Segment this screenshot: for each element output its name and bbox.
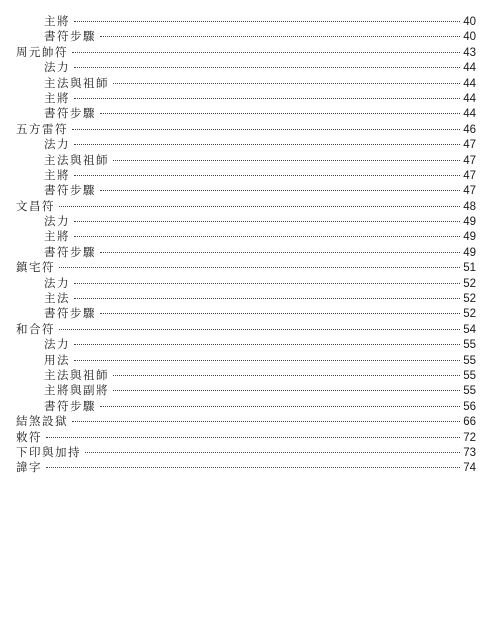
- toc-entry: [16, 322, 476, 337]
- dot-leader: [113, 375, 460, 376]
- toc-entry-page-number: 52: [463, 308, 476, 321]
- dot-leader: [100, 252, 460, 253]
- toc-entry-title: 書符步驟: [44, 183, 96, 198]
- toc-entry-title: 主將: [44, 14, 70, 28]
- toc-entry-page-number: 47: [463, 169, 476, 182]
- toc-entry-title: 書符步驟: [44, 398, 96, 413]
- dot-leader: [72, 129, 460, 130]
- toc-entry-title: 主將: [44, 229, 70, 244]
- toc-entry-title: 書符步驟: [44, 244, 96, 259]
- toc-entry: [16, 445, 476, 460]
- toc-entry: [16, 14, 476, 29]
- toc-entry-page-number: 55: [463, 354, 476, 367]
- toc-entry-page-number: 51: [463, 262, 476, 275]
- toc-entry-page-number: 72: [463, 431, 476, 444]
- toc-entry-page-number: 52: [463, 293, 476, 306]
- toc-entry: [16, 260, 476, 275]
- toc-entry-page-number: 55: [463, 339, 476, 352]
- toc-entry-page-number: 44: [463, 108, 476, 121]
- toc-entry-title: 主將與副將: [44, 383, 109, 398]
- dot-leader: [74, 98, 460, 99]
- toc-entry-page-number: 49: [463, 216, 476, 229]
- toc-entry-title: 書符步驟: [44, 306, 96, 321]
- toc-entry-page-number: 40: [463, 31, 476, 44]
- toc-entry-title: 諱字: [16, 460, 42, 475]
- toc-entry-page-number: 44: [463, 62, 476, 75]
- dot-leader: [59, 329, 460, 330]
- toc-entry-title: 書符步驟: [44, 29, 96, 44]
- dot-leader: [74, 344, 460, 345]
- dot-leader: [46, 467, 460, 468]
- dot-leader: [113, 83, 460, 84]
- dot-leader: [46, 437, 460, 438]
- toc-entry-page-number: 55: [463, 369, 476, 382]
- toc-entry-page-number: 44: [463, 92, 476, 105]
- dot-leader: [74, 67, 460, 68]
- toc-entry: [16, 45, 476, 60]
- toc-entry-page-number: 47: [463, 139, 476, 152]
- toc-entry-title: 結煞設獄: [16, 414, 68, 429]
- toc-entry-page-number: 49: [463, 231, 476, 244]
- dot-leader: [113, 390, 460, 391]
- toc-entry: [16, 60, 476, 75]
- dot-leader: [100, 190, 460, 191]
- dot-leader: [74, 144, 460, 145]
- toc-entry-title: 用法: [44, 352, 70, 367]
- toc-entry-page-number: 47: [463, 185, 476, 198]
- toc-entry: [16, 168, 476, 183]
- toc-entry-page-number: 56: [463, 400, 476, 413]
- toc-entry-title: 下印與加持: [16, 444, 81, 459]
- dot-leader: [74, 175, 460, 176]
- toc-entry-page-number: 74: [463, 462, 476, 475]
- toc-entry: [16, 460, 476, 475]
- toc-entry: [16, 183, 476, 198]
- toc-entry: [16, 122, 476, 137]
- toc-entry-title: 法力: [44, 337, 70, 352]
- toc-entry-title: 主法與祖師: [44, 367, 109, 382]
- toc-entry-title: 主法: [44, 291, 70, 306]
- dot-leader: [74, 283, 460, 284]
- toc-entry-title: 主將: [44, 167, 70, 182]
- dot-leader: [74, 221, 460, 222]
- toc-entry: [16, 137, 476, 152]
- dot-leader: [100, 406, 460, 407]
- toc-entry-page-number: 44: [463, 77, 476, 90]
- toc-entry: [16, 414, 476, 429]
- toc-entry-title: 和合符: [16, 321, 55, 336]
- dot-leader: [74, 21, 460, 22]
- toc-entry-page-number: 47: [463, 154, 476, 167]
- toc-entry-page-number: 54: [463, 323, 476, 336]
- toc-entry-title: 主法與祖師: [44, 75, 109, 90]
- toc-entry: [16, 306, 476, 321]
- toc-entry-page-number: 52: [463, 277, 476, 290]
- toc-entry-page-number: 49: [463, 246, 476, 259]
- toc-entry: [16, 229, 476, 244]
- toc-entry: [16, 29, 476, 44]
- dot-leader: [59, 206, 460, 207]
- toc-entry-page-number: 73: [463, 446, 476, 459]
- toc-entry: [16, 106, 476, 121]
- dot-leader: [100, 113, 460, 114]
- dot-leader: [100, 313, 460, 314]
- toc-entry: [16, 91, 476, 106]
- toc-entry: [16, 383, 476, 398]
- toc-entry: [16, 199, 476, 214]
- toc-entry: [16, 291, 476, 306]
- toc-entry: [16, 153, 476, 168]
- toc-entry-page-number: 48: [463, 200, 476, 213]
- toc-entry-title: 五方雷符: [16, 121, 68, 136]
- dot-leader: [72, 421, 460, 422]
- table-of-contents: [16, 14, 476, 476]
- toc-entry-page-number: 66: [463, 416, 476, 429]
- toc-entry-title: 法力: [44, 60, 70, 75]
- toc-entry-title: 主法與祖師: [44, 152, 109, 167]
- toc-entry-title: 周元帥符: [16, 44, 68, 59]
- toc-entry-title: 法力: [44, 137, 70, 152]
- toc-entry-page-number: 43: [463, 46, 476, 59]
- toc-entry-page-number: 55: [463, 385, 476, 398]
- toc-entry: [16, 245, 476, 260]
- toc-entry: [16, 430, 476, 445]
- toc-entry-title: 鎮宅符: [16, 260, 55, 275]
- toc-entry-title: 敕符: [16, 429, 42, 444]
- dot-leader: [113, 160, 460, 161]
- toc-entry: [16, 399, 476, 414]
- toc-entry: [16, 353, 476, 368]
- toc-entry-title: 法力: [44, 275, 70, 290]
- toc-entry-title: 法力: [44, 214, 70, 229]
- toc-entry: [16, 276, 476, 291]
- dot-leader: [74, 236, 460, 237]
- dot-leader: [85, 452, 460, 453]
- toc-entry-page-number: 40: [463, 16, 476, 28]
- dot-leader: [74, 360, 460, 361]
- toc-entry-page-number: 46: [463, 123, 476, 136]
- toc-entry-title: 主將: [44, 90, 70, 105]
- toc-entry: [16, 337, 476, 352]
- dot-leader: [72, 52, 460, 53]
- dot-leader: [59, 267, 460, 268]
- toc-entry-title: 文昌符: [16, 198, 55, 213]
- toc-entry-title: 書符步驟: [44, 106, 96, 121]
- dot-leader: [74, 298, 460, 299]
- dot-leader: [100, 36, 460, 37]
- toc-entry: [16, 368, 476, 383]
- toc-entry: [16, 76, 476, 91]
- toc-entry: [16, 214, 476, 229]
